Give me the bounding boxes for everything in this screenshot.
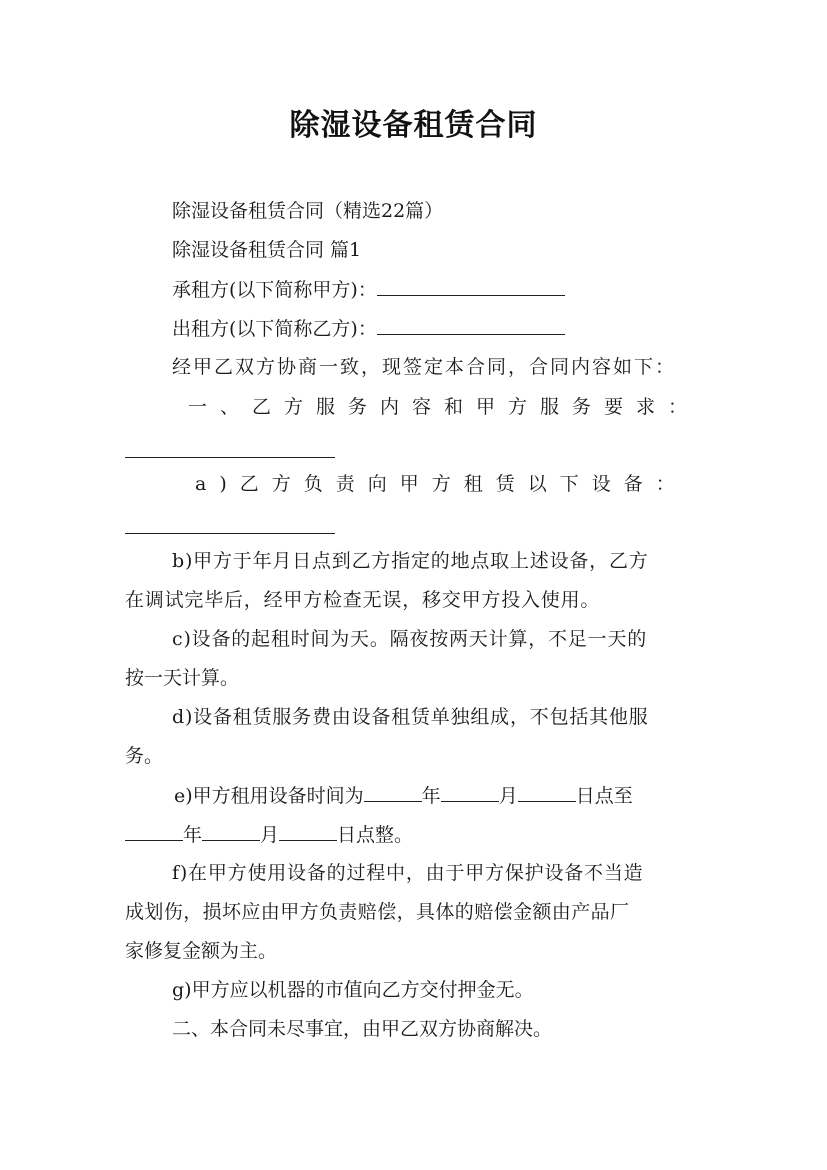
document-title: 除湿设备租赁合同 — [289, 108, 538, 143]
end-day-blank — [279, 822, 337, 841]
item-e-line-1 — [174, 783, 633, 808]
item-d-line-1: d)设备租赁服务费由设备租赁单独组成，不包括其他服 — [172, 706, 649, 728]
preamble-line: 经甲乙双方协商一致，现签定本合同，合同内容如下： — [172, 356, 677, 378]
lessor-blank — [377, 316, 565, 335]
section1-heading: 一、乙方服务内容和甲方服务要求： — [188, 396, 701, 418]
section2-line: 二、本合同未尽事宜，由甲乙双方协商解决。 — [172, 1018, 553, 1040]
lessee-blank — [377, 277, 565, 296]
item-f-line-1: f)在甲方使用设备的过程中，由于甲方保护设备不当造 — [172, 862, 644, 884]
section1-blank — [125, 443, 335, 458]
item-c-line-1: c)设备的起租时间为天。隔夜按两天计算，不足一天的 — [172, 628, 648, 650]
item-f-line-2: 成划伤，损坏应由甲方负责赔偿，具体的赔偿金额由产品厂 — [125, 901, 630, 923]
item-d-line-2: 务。 — [125, 745, 164, 767]
lessor-label: 出租方(以下简称乙方)： — [172, 318, 377, 340]
day-hour-end-label: 日点整。 — [337, 824, 414, 846]
start-year-blank — [364, 783, 422, 802]
end-year-label: 年 — [183, 824, 203, 846]
item-c-line-2: 按一天计算。 — [125, 667, 240, 689]
item-b-line-2: 在调试完毕后，经甲方检查无误，移交甲方投入使用。 — [125, 589, 601, 611]
end-month-label: 月 — [260, 824, 280, 846]
chapter-line: 除湿设备租赁合同 篇1 — [172, 239, 362, 261]
item-a-blank — [125, 519, 335, 534]
item-g-line: g)甲方应以机器的市值向乙方交付押金无。 — [172, 979, 534, 1001]
lessee-label: 承租方(以下简称甲方)： — [172, 279, 377, 301]
end-month-blank — [202, 822, 260, 841]
item-f-line-3: 家修复金额为主。 — [125, 940, 278, 962]
lessee-line — [172, 277, 565, 302]
lessor-line — [172, 316, 565, 341]
end-year-blank — [125, 822, 183, 841]
year-label: 年 — [421, 785, 441, 807]
item-b-line-1: b)甲方于年月日点到乙方指定的地点取上述设备，乙方 — [172, 550, 649, 572]
day-hour-to-label: 日点至 — [575, 785, 633, 807]
item-e-line-2 — [125, 822, 413, 847]
item-a-line: a)乙方负责向甲方租赁以下设备： — [195, 473, 688, 495]
start-month-blank — [441, 783, 499, 802]
start-day-blank — [518, 783, 576, 802]
item-e-prefix: e)甲方租用设备时间为 — [174, 785, 364, 807]
section1-blank-line — [125, 440, 335, 456]
item-a-blank-line — [125, 516, 335, 532]
intro-line: 除湿设备租赁合同（精选22篇） — [172, 200, 444, 222]
month-label: 月 — [498, 785, 518, 807]
